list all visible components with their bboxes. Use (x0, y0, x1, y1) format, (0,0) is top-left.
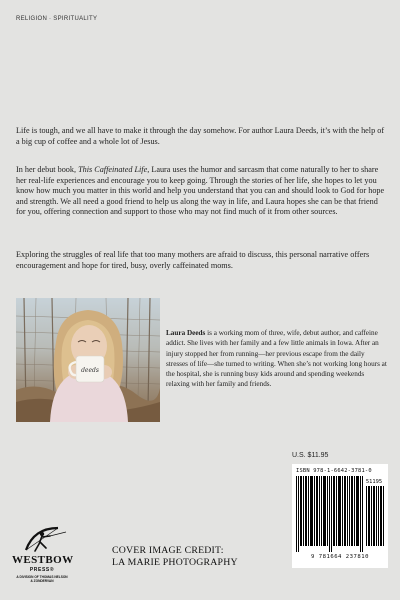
mug-text: deeds (81, 367, 99, 374)
credit-line-2: LA MARIE PHOTOGRAPHY (112, 557, 238, 568)
barcode-addon: 51195 (365, 479, 383, 485)
author-bio-text: is a working mom of three, wife, debut author, and caffeine addict. She lives with her family and a few little animals in Iowa. After an injury stopped her from running—her previous escape from the daily stresses of life—she turned to writing. When she’s not working long hours at the hospital, she is running busy kids around and spending weekends relaxing with her family and friends. (166, 329, 387, 389)
price-label: U.S. $11.95 (292, 452, 329, 459)
publisher-logo (12, 524, 72, 590)
credit-line-1: COVER IMAGE CREDIT: (112, 545, 224, 556)
publisher-division-line-2: & ZONDERVAN (30, 579, 54, 583)
description-p2-body: , Laura uses the humor and sarcasm that come naturally to her to share her real-life experiences and encourage you to keep going. Through the stories of her life, she hopes to let you know how much you matter in this world and help you understand that you can and should look to God for hope and strength. We all need a good friend to help us along the way in life, and Laura hopes she can be that friend for you, offering connection and support to those who may not find much of it from other sources. (16, 165, 385, 217)
publisher-division (12, 575, 72, 583)
author-name: Laura Deeds (166, 329, 206, 337)
publisher-name: WESTBOW (12, 554, 74, 566)
barcode-graphic (296, 476, 384, 552)
author-bio (166, 328, 388, 390)
description-paragraph-1: Life is tough, and we all have to make it through the day somehow. For author Laura Deeds, it’s with the help of a big cup of coffee and a whole lot of Jesus. (16, 126, 385, 146)
isbn-barcode (292, 464, 388, 568)
author-photo (16, 298, 160, 422)
book-title: This Caffeinated Life (78, 165, 148, 174)
description-p2-intro: In her debut book, (16, 165, 79, 174)
description-paragraph-2 (16, 165, 388, 218)
category-label: RELIGION · SPIRITUALITY (16, 16, 98, 22)
barcode-number: 9 781664 237810 (310, 554, 370, 560)
archer-icon (12, 524, 72, 554)
author-photo-illustration (16, 298, 160, 422)
publisher-press: PRESS® (29, 567, 55, 573)
isbn-label: ISBN 978-1-6642-3781-0 (296, 468, 372, 474)
cover-image-credit (112, 545, 272, 569)
publisher-division-line-1: A DIVISION OF THOMAS NELSON (16, 575, 68, 579)
description-paragraph-3: Exploring the struggles of real life that too many mothers are afraid to discuss, this personal narrative offers encouragement and hope for tired, busy, overly caffeinated moms. (16, 250, 370, 270)
